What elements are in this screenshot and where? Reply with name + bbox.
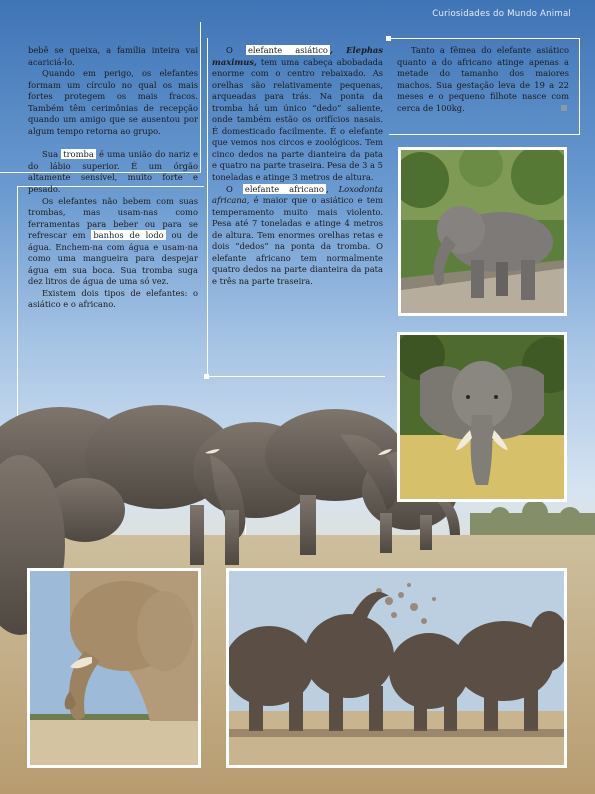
mud-bath-photo [226,568,567,768]
text-column-2 [212,45,383,287]
keyword-highlight: elefante asiático [247,45,328,55]
paragraph: O elefante africano , Loxodonta africana, é maior que o asiático e tem temperamento muito mais violento. Pesa até 7 toneladas e atinge 4 metros de altura. Tem enormes orelhas retas e dois “dedos” na ponta da tromba. O elefante africano tem normalmente quatro dedos na parte dianteira da pata e três na parte traseira. [212,183,383,286]
african-elephant-photo [397,332,567,502]
frame-corner-dot [204,374,209,379]
paragraph: Sua tromba é uma união do nariz e do lábio superior. É um órgão altamente sensível, muito forte e pesado. [28,149,199,195]
text-column-1 [28,45,198,311]
paragraph: Tanto a fêmea do elefante asiático quanto a do africano atinge apenas a metade do tamanho dos maiores machos. Sua gestação leva de 19 a 22 meses e o pequeno filhote nasce com cerca de 100kg. [397,45,569,113]
frame-corner-dot [386,36,391,41]
paragraph: Os elefantes não bebem com suas trombas, mas usam-nas como ferramentas para beber ou para se refrescar em banhos de lodo ou de água. Enchem-na com água e usam-na como uma mangueira para despejar água em sua boca. Sua tromba suga dez litros de água de uma só vez. [28,195,198,287]
asian-elephant-photo [398,147,567,316]
text-column-3 [397,45,569,114]
paragraph: Existem dois tipos de elefantes: o asiático e o africano. [28,287,198,310]
end-mark-icon [561,105,567,111]
paragraph: Quando em perigo, os elefantes formam um círculo no qual os mais fortes protegem os mais fracos. Também têm cerimônias de recepção quando um amigo que se ausentou por algum tempo retorna ao grupo. [28,68,198,136]
page-header: Curiosidades do Mundo Animal [432,9,571,19]
keyword-highlight: elefante africano [244,183,324,194]
keyword-highlight: tromba [63,149,94,160]
drinking-elephant-photo [27,568,201,768]
keyword-highlight: banhos de lodo [93,230,164,241]
paragraph: bebê se queixa, a família inteira vai acariciá-lo. [28,45,198,67]
paragraph: O elefante asiático , Elephas maximus, tem uma cabeça abobadada enorme com o centro rebaixado. As orelhas são relativamente pequenas, arqueadas para trás. Na ponta da tromba há um único “dedo” saliente, onde também estão os orifícios nasais. É domesticado facilmente. É o elefante que vemos nos circos e zoológicos. Tem cinco dedos na parte dianteira da pata e quatro na parte traseira. Pesa de 3 a 5 toneladas e atinge 3 metros de altura. [212,45,384,183]
